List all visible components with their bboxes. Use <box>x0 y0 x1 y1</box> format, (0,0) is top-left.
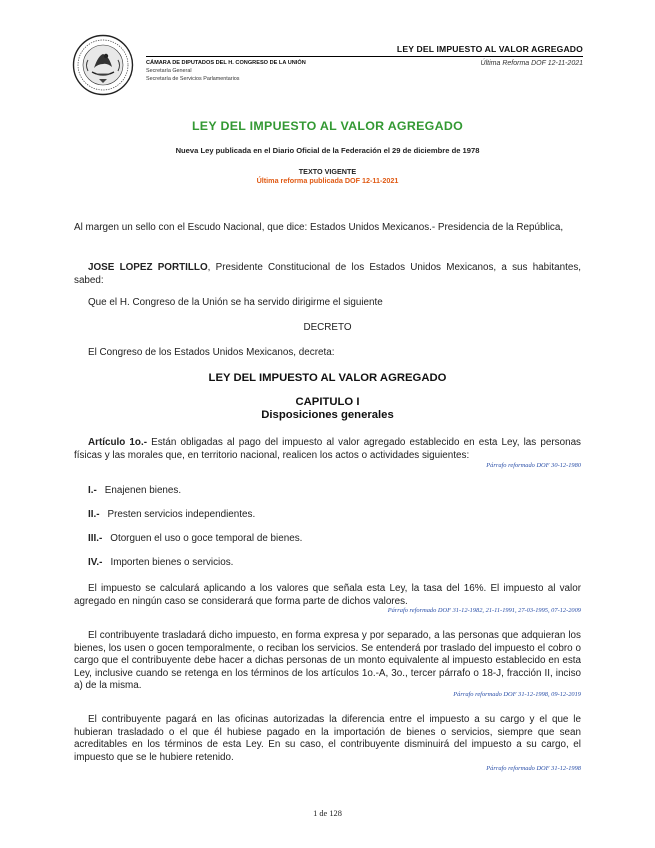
fraction-text: Importen bienes o servicios. <box>110 557 234 568</box>
last-reform-label: Última reforma publicada DOF 12-11-2021 <box>256 176 399 185</box>
texto-vigente-label: TEXTO VIGENTE <box>298 167 357 176</box>
fraction-item <box>88 509 255 520</box>
header-divider <box>146 56 583 57</box>
fraction-text: Otorguen el uso o goce temporal de bienes. <box>110 533 303 544</box>
secretariat-general: Secretaría General <box>146 68 192 74</box>
paragraph-congreso: Que el H. Congreso de la Unión se ha servido dirigirme el siguiente <box>88 297 383 308</box>
running-header-title: LEY DEL IMPUESTO AL VALOR AGREGADO <box>396 44 583 54</box>
fraction-item <box>88 533 302 544</box>
president-name: JOSE LOPEZ PORTILLO <box>88 262 208 273</box>
paragraph-pago: El contribuyente pagará en las oficinas autorizadas la diferencia entre el impuesto a su cargo y el que le hubieran trasladado o el que él hubiese pagado en la importación de bienes o servicios, siempre que sean acreditables en los términos de esta Ley. En su caso, el contribuyente disminuirá del impuesto a su cargo, el impuesto que se le hubiere retenido. <box>74 714 581 763</box>
paragraph-president <box>74 262 581 287</box>
chamber-name: CÁMARA DE DIPUTADOS DEL H. CONGRESO DE LA UNIÓN <box>146 60 306 66</box>
running-header-last-reform: Última Reforma DOF 12-11-2021 <box>480 60 583 67</box>
reform-note: Párrafo reformado DOF 31-12-1998 <box>486 765 581 772</box>
president-text: , Presidente Constitucional de los Estados Unidos Mexicanos, a sus habitantes, sabed: <box>74 262 582 286</box>
paragraph-tax-rate: El impuesto se calculará aplicando a los valores que señala esta Ley, la tasa del 16%. El impuesto al valor agregado en ningún caso se considerará que forma parte de dichos valores. <box>74 583 581 607</box>
decreto-label: DECRETO <box>303 322 352 333</box>
national-seal-icon <box>72 34 134 96</box>
paragraph-margin-seal: Al margen un sello con el Escudo Nacional, que dice: Estados Unidos Mexicanos.- Presidencia de la República, <box>74 222 564 233</box>
document-title: LEY DEL IMPUESTO AL VALOR AGREGADO <box>191 119 464 133</box>
reform-note: Párrafo reformado DOF 31-12-1998, 09-12-2019 <box>453 691 581 698</box>
page-indicator: 1 de 128 <box>313 809 342 818</box>
article-1-paragraph <box>74 437 581 462</box>
reform-note: Párrafo reformado DOF 31-12-1982, 21-11-1991, 27-03-1995, 07-12-2009 <box>387 607 581 614</box>
fraction-item <box>88 557 233 568</box>
reform-note: Párrafo reformado DOF 30-12-1980 <box>486 462 581 469</box>
fraction-text: Presten servicios independientes. <box>107 509 256 520</box>
chapter-number: CAPITULO I <box>295 396 360 408</box>
fraction-number: III.- <box>88 533 103 544</box>
law-heading: LEY DEL IMPUESTO AL VALOR AGREGADO <box>208 372 447 384</box>
fraction-number: IV.- <box>88 557 103 568</box>
article-1-label: Artículo 1o.- <box>88 437 147 448</box>
publication-line: Nueva Ley publicada en el Diario Oficial de la Federación el 29 de diciembre de 1978 <box>175 146 480 155</box>
article-1-text: Están obligadas al pago del impuesto al valor agregado establecido en esta Ley, las personas físicas y las morales que, en territorio nacional, realicen los actos o actividades siguientes: <box>74 437 581 461</box>
fraction-text: Enajenen bienes. <box>104 485 182 496</box>
fraction-item <box>88 485 181 496</box>
secretariat-services: Secretaría de Servicios Parlamentarios <box>146 76 240 82</box>
paragraph-decreta: El Congreso de los Estados Unidos Mexicanos, decreta: <box>88 347 335 358</box>
fraction-number: II.- <box>88 509 100 520</box>
paragraph-traslado: El contribuyente trasladará dicho impuesto, en forma expresa y por separado, a las personas que adquieran los bienes, los usen o gocen temporalmente, o reciban los servicios. Se entenderá por traslado del impuesto el cobro o cargo que el contribuyente debe hacer a dichas personas de un monto equivalente al impuesto establecido en esta Ley, inclusive cuando se retenga en los términos de los artículos 1o.-A, 3o., tercer párrafo o 18-J, fracción II, inciso a) de la misma. <box>74 630 581 691</box>
chapter-title: Disposiciones generales <box>261 409 394 421</box>
fraction-number: I.- <box>88 485 97 496</box>
